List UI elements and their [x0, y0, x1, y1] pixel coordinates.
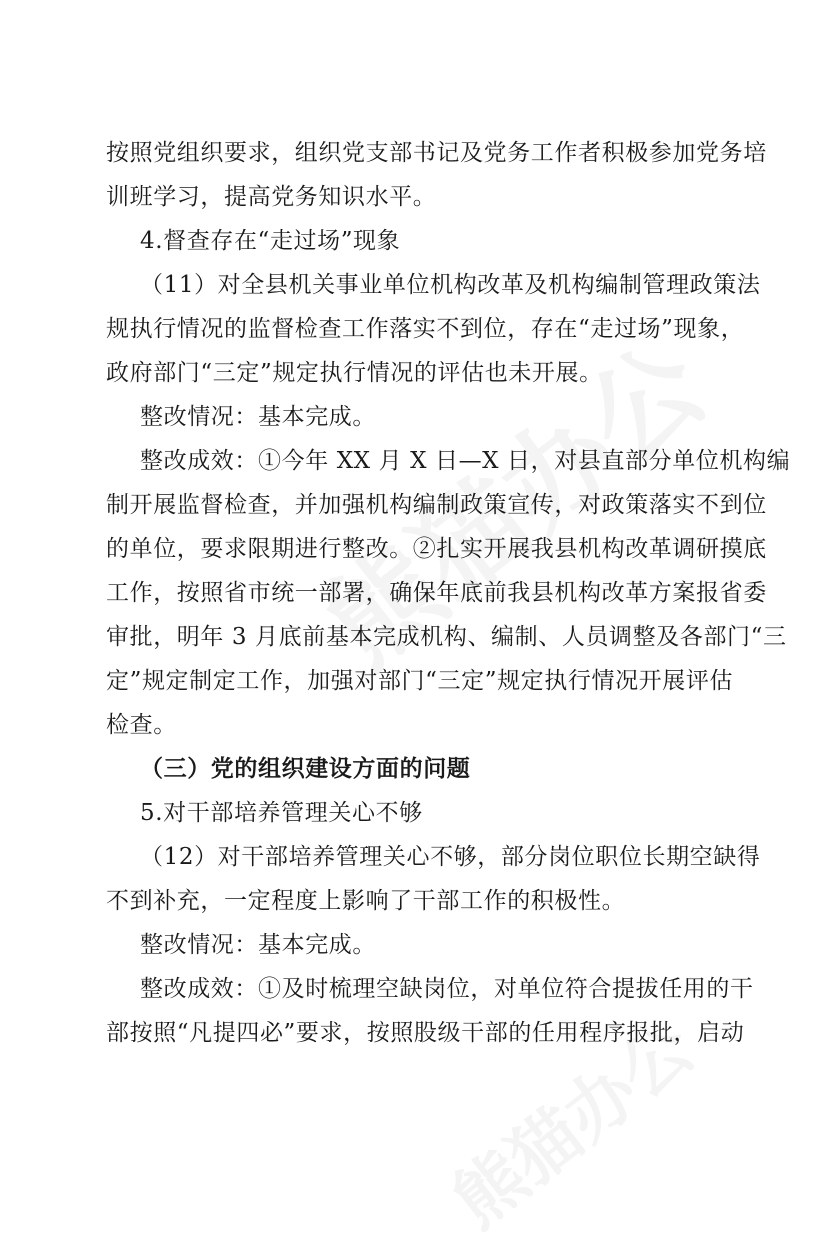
paragraph-line: 规执行情况的监督检查工作落实不到位，存在“走过场”现象， [106, 316, 745, 342]
section-heading: 5.对干部培养管理关心不够 [140, 800, 423, 826]
paragraph-line: 工作，按照省市统一部署，确保年底前我县机构改革方案报省委 [106, 580, 767, 606]
paragraph-line: 整改成效：①及时梳理空缺岗位，对单位符合提拔任用的干 [140, 976, 754, 1002]
status-line: 整改情况：基本完成。 [140, 404, 376, 430]
paragraph-line: 制开展监督检查，并加强机构编制政策宣传，对政策落实不到位 [106, 492, 767, 518]
paragraph-line: 整改成效：①今年 XX 月 X 日—X 日，对县直部分单位机构编 [140, 448, 791, 474]
paragraph-line: 审批，明年 3 月底前基本完成机构、编制、人员调整及各部门“三 [106, 624, 787, 650]
section-heading: 4.督查存在“走过场”现象 [140, 228, 401, 254]
paragraph-line: 的单位，要求限期进行整改。②扎实开展我县机构改革调研摸底 [106, 536, 767, 562]
paragraph-line: 定”规定制定工作，加强对部门“三定”规定执行情况开展评估 [106, 668, 734, 694]
paragraph-line: 政府部门“三定”规定执行情况的评估也未开展。 [106, 360, 603, 386]
paragraph-line: （11）对全县机关事业单位机构改革及机构编制管理政策法 [140, 272, 761, 298]
paragraph-line: 检查。 [106, 712, 177, 738]
paragraph-line: 部按照“凡提四必”要求，按照股级干部的任用程序报批，启动 [106, 1020, 745, 1046]
status-line: 整改情况：基本完成。 [140, 932, 376, 958]
paragraph-line: 训班学习，提高党务知识水平。 [106, 184, 437, 210]
paragraph-line: 不到补充，一定程度上影响了干部工作的积极性。 [106, 888, 626, 914]
paragraph-line: 按照党组织要求，组织党支部书记及党务工作者积极参加党务培 [106, 140, 767, 166]
section-heading-bold: （三）党的组织建设方面的问题 [140, 755, 471, 782]
paragraph-line: （12）对干部培养管理关心不够，部分岗位职位长期空缺得 [140, 844, 761, 870]
